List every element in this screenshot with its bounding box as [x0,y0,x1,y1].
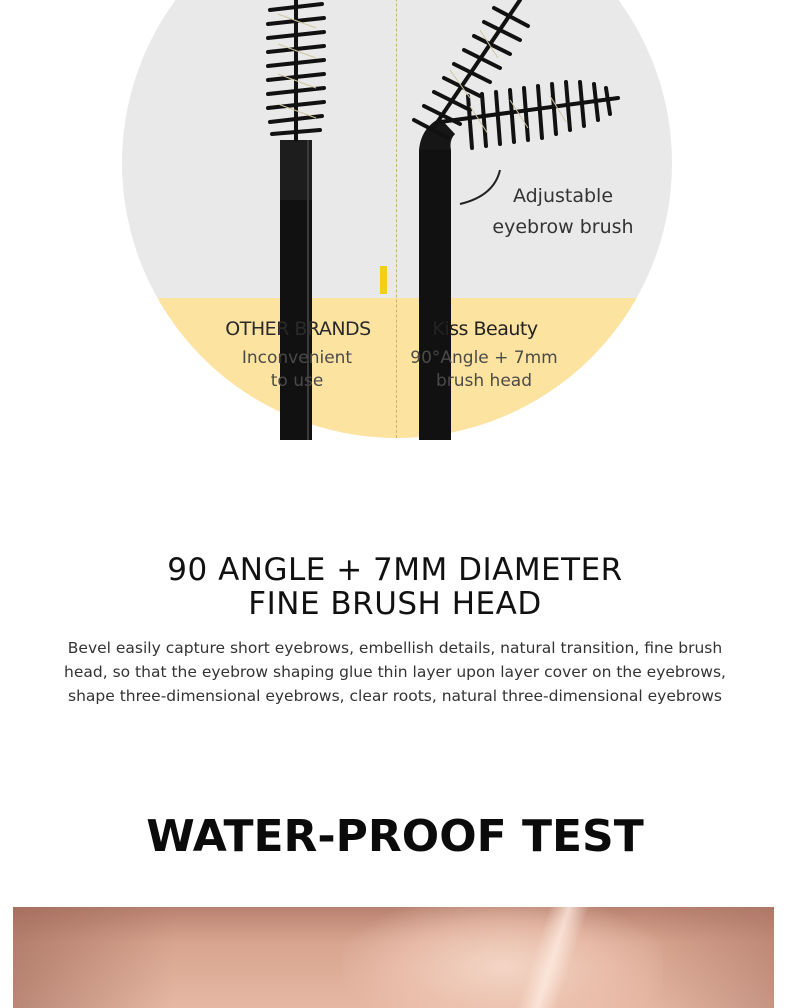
kiss-beauty-desc-line: brush head [435,371,533,391]
brush-illustration [0,0,790,440]
adjustable-brush-callout [478,181,648,243]
other-brands-desc-line: to use [270,371,324,391]
callout-line: eyebrow brush [492,216,634,238]
description-line: Bevel easily capture short eyebrows, embellish details, natural transition, fine brush [67,639,723,657]
other-brands-description [222,347,372,393]
waterproof-test-title: WATER-PROOF TEST [146,811,644,862]
other-brands-title: OTHER BRANDS [225,318,371,340]
kiss-beauty-title: Kiss Beauty [432,318,538,340]
kiss-beauty-description [396,347,572,393]
feature-description [30,636,760,708]
skin-test-photo [13,907,774,1008]
headline-line: 90 ANGLE + 7MM DIAMETER [167,552,623,588]
description-line: shape three-dimensional eyebrows, clear roots, natural three-dimensional eyebrows [68,687,722,705]
kiss-beauty-desc-line: 90°Angle + 7mm [410,348,558,368]
headline-line: FINE BRUSH HEAD [248,586,542,622]
description-line: head, so that the eyebrow shaping glue thin layer upon layer cover on the eyebrows, [64,663,726,681]
callout-line: Adjustable [512,185,614,207]
other-brands-desc-line: Inconvenient [241,348,353,368]
feature-headline [0,553,790,621]
comparison-illustration [0,0,790,440]
